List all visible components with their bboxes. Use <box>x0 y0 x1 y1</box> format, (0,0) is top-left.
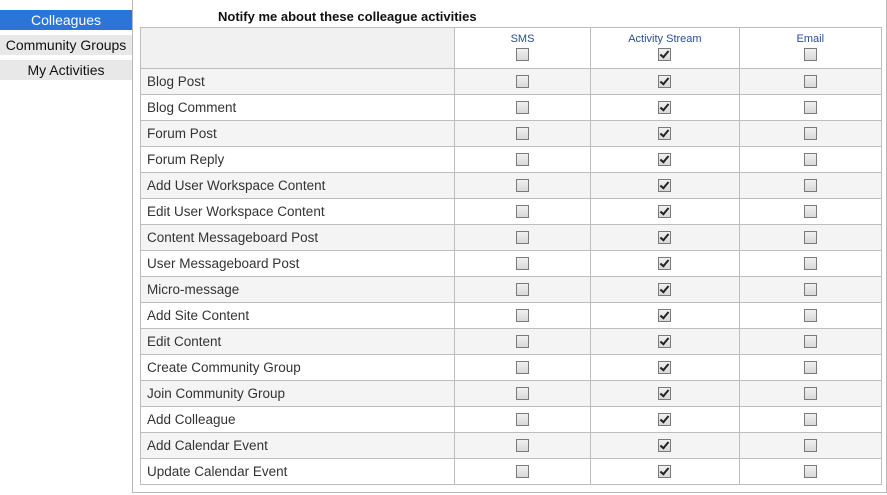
activity-stream-cell <box>591 121 739 147</box>
sms-cell <box>454 173 590 199</box>
sms-column-label: SMS <box>510 33 535 45</box>
activity-stream-cell <box>591 277 739 303</box>
sms-cell <box>454 277 590 303</box>
activity-label: Add Colleague <box>141 407 455 433</box>
email-checkbox[interactable] <box>804 335 817 348</box>
activity-label: Add User Workspace Content <box>141 173 455 199</box>
activity-stream-cell <box>591 381 739 407</box>
email-cell <box>739 69 881 95</box>
email-cell <box>739 277 881 303</box>
activity-stream-checkbox[interactable] <box>658 387 671 400</box>
sidebar-item-my-activities[interactable]: My Activities <box>0 60 132 82</box>
sms-cell <box>454 121 590 147</box>
email-column-label: Email <box>796 33 825 45</box>
activity-stream-checkbox[interactable] <box>658 179 671 192</box>
activity-stream-column-header <box>591 28 739 69</box>
activity-stream-checkbox[interactable] <box>658 205 671 218</box>
activity-label: Update Calendar Event <box>141 459 455 485</box>
email-cell <box>739 147 881 173</box>
email-cell <box>739 433 881 459</box>
sms-cell <box>454 329 590 355</box>
email-checkbox[interactable] <box>804 309 817 322</box>
table-row <box>141 251 882 277</box>
table-row <box>141 381 882 407</box>
sms-checkbox[interactable] <box>516 153 529 166</box>
email-cell <box>739 303 881 329</box>
email-cell <box>739 459 881 485</box>
activity-stream-cell <box>591 147 739 173</box>
activity-stream-cell <box>591 251 739 277</box>
email-checkbox[interactable] <box>804 387 817 400</box>
table-header-row <box>141 28 882 69</box>
table-row <box>141 95 882 121</box>
sms-column-header <box>454 28 590 69</box>
sms-cell <box>454 355 590 381</box>
email-checkbox[interactable] <box>804 127 817 140</box>
activity-label: Add Site Content <box>141 303 455 329</box>
activity-stream-checkbox[interactable] <box>658 439 671 452</box>
email-checkbox[interactable] <box>804 231 817 244</box>
activity-stream-checkbox[interactable] <box>658 127 671 140</box>
activity-stream-checkbox[interactable] <box>658 309 671 322</box>
sms-select-all-checkbox[interactable] <box>516 48 529 61</box>
email-cell <box>739 329 881 355</box>
activity-label: Add Calendar Event <box>141 433 455 459</box>
activity-label: Forum Post <box>141 121 455 147</box>
email-checkbox[interactable] <box>804 179 817 192</box>
table-row <box>141 459 882 485</box>
notification-table <box>140 27 882 485</box>
panel-title: Notify me about these colleague activities <box>218 9 477 24</box>
email-checkbox[interactable] <box>804 361 817 374</box>
activity-stream-column-label: Activity Stream <box>628 33 702 45</box>
table-row <box>141 433 882 459</box>
notification-settings-panel <box>132 0 887 493</box>
activity-stream-checkbox[interactable] <box>658 283 671 296</box>
email-cell <box>739 173 881 199</box>
activity-label: Create Community Group <box>141 355 455 381</box>
activity-label: Forum Reply <box>141 147 455 173</box>
activity-stream-cell <box>591 459 739 485</box>
activity-label: Blog Comment <box>141 95 455 121</box>
email-checkbox[interactable] <box>804 439 817 452</box>
email-checkbox[interactable] <box>804 413 817 426</box>
email-cell <box>739 121 881 147</box>
table-row <box>141 277 882 303</box>
sms-cell <box>454 303 590 329</box>
email-checkbox[interactable] <box>804 153 817 166</box>
sidebar-item-community-groups[interactable]: Community Groups <box>0 35 132 57</box>
activity-label: Edit Content <box>141 329 455 355</box>
table-row <box>141 173 882 199</box>
activity-label: Content Messageboard Post <box>141 225 455 251</box>
email-checkbox[interactable] <box>804 257 817 270</box>
sidebar <box>0 10 132 85</box>
activity-stream-checkbox[interactable] <box>658 257 671 270</box>
sms-checkbox[interactable] <box>516 101 529 114</box>
activity-stream-checkbox[interactable] <box>658 231 671 244</box>
activity-stream-checkbox[interactable] <box>658 413 671 426</box>
sms-cell <box>454 251 590 277</box>
activity-stream-cell <box>591 173 739 199</box>
email-cell <box>739 251 881 277</box>
sms-cell <box>454 225 590 251</box>
email-checkbox[interactable] <box>804 465 817 478</box>
email-cell <box>739 355 881 381</box>
table-body <box>141 69 882 485</box>
activity-stream-cell <box>591 355 739 381</box>
sms-checkbox[interactable] <box>516 205 529 218</box>
sms-checkbox[interactable] <box>516 309 529 322</box>
email-cell <box>739 381 881 407</box>
email-select-all-checkbox[interactable] <box>804 48 817 61</box>
sms-checkbox[interactable] <box>516 465 529 478</box>
email-checkbox[interactable] <box>804 283 817 296</box>
activity-stream-checkbox[interactable] <box>658 101 671 114</box>
table-row <box>141 199 882 225</box>
activity-stream-cell <box>591 303 739 329</box>
email-checkbox[interactable] <box>804 75 817 88</box>
sms-checkbox[interactable] <box>516 257 529 270</box>
sms-checkbox[interactable] <box>516 75 529 88</box>
sms-checkbox[interactable] <box>516 413 529 426</box>
sms-checkbox[interactable] <box>516 335 529 348</box>
sms-cell <box>454 407 590 433</box>
sms-checkbox[interactable] <box>516 127 529 140</box>
activity-label: User Messageboard Post <box>141 251 455 277</box>
email-cell <box>739 199 881 225</box>
sms-cell <box>454 459 590 485</box>
activity-stream-checkbox[interactable] <box>658 153 671 166</box>
email-cell <box>739 225 881 251</box>
activity-stream-cell <box>591 95 739 121</box>
activity-stream-cell <box>591 407 739 433</box>
email-checkbox[interactable] <box>804 205 817 218</box>
activity-stream-checkbox[interactable] <box>658 335 671 348</box>
activity-stream-cell <box>591 199 739 225</box>
sidebar-item-colleagues[interactable]: Colleagues <box>0 10 132 32</box>
activity-stream-checkbox[interactable] <box>658 361 671 374</box>
table-row <box>141 303 882 329</box>
table-row <box>141 329 882 355</box>
table-row <box>141 121 882 147</box>
email-cell <box>739 95 881 121</box>
sms-cell <box>454 147 590 173</box>
sms-cell <box>454 199 590 225</box>
sms-checkbox[interactable] <box>516 179 529 192</box>
activity-stream-checkbox[interactable] <box>658 75 671 88</box>
activity-stream-cell <box>591 225 739 251</box>
sms-checkbox[interactable] <box>516 439 529 452</box>
table-row <box>141 355 882 381</box>
sms-cell <box>454 381 590 407</box>
table-row <box>141 147 882 173</box>
activity-label: Edit User Workspace Content <box>141 199 455 225</box>
sms-checkbox[interactable] <box>516 231 529 244</box>
sms-checkbox[interactable] <box>516 387 529 400</box>
activity-stream-cell <box>591 433 739 459</box>
activity-label: Blog Post <box>141 69 455 95</box>
activity-label: Join Community Group <box>141 381 455 407</box>
activity-stream-cell <box>591 69 739 95</box>
table-row <box>141 407 882 433</box>
activity-stream-checkbox[interactable] <box>658 465 671 478</box>
table-row <box>141 69 882 95</box>
email-checkbox[interactable] <box>804 101 817 114</box>
sms-cell <box>454 69 590 95</box>
activity-stream-cell <box>591 329 739 355</box>
sms-cell <box>454 433 590 459</box>
sms-cell <box>454 95 590 121</box>
activity-label: Micro-message <box>141 277 455 303</box>
email-column-header <box>739 28 881 69</box>
sms-checkbox[interactable] <box>516 361 529 374</box>
email-cell <box>739 407 881 433</box>
sms-checkbox[interactable] <box>516 283 529 296</box>
activity-stream-select-all-checkbox[interactable] <box>658 48 671 61</box>
activity-column-header <box>141 28 455 69</box>
table-row <box>141 225 882 251</box>
